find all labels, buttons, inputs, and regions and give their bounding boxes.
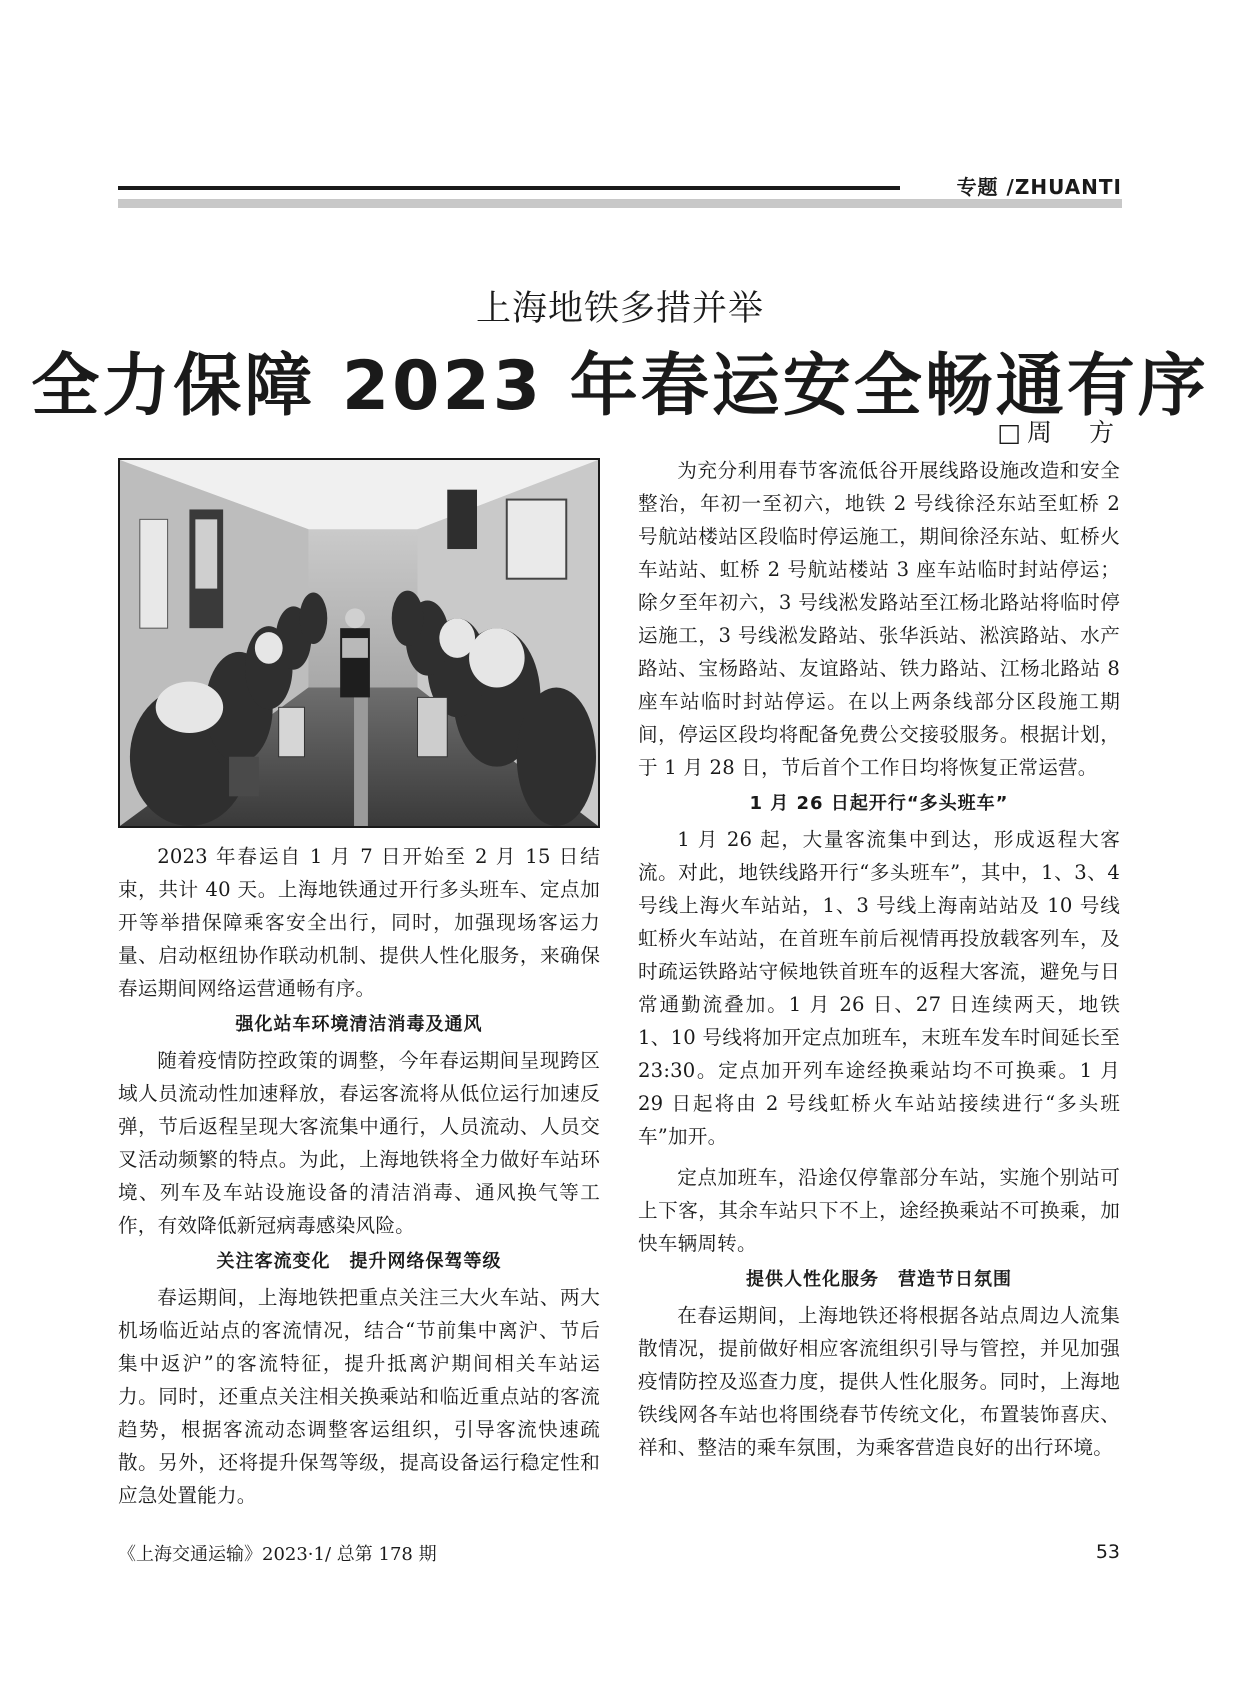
header-band xyxy=(118,199,1122,208)
header-rule xyxy=(118,186,900,190)
journal-footer: 《上海交通运输》2023·1/ 总第 178 期 xyxy=(118,1544,437,1565)
article-paragraph: 春运期间，上海地铁把重点关注三大火车站、两大机场临近站点的客流情况，结合“节前集中离沪、节后集中返沪”的客流特征，提升抵离沪期间相关车站运力。同时，还重点关注相关换乘站和临近重点站的客流趋势，根据客流动态调整客运组织，引导客流快速疏散。另外，还将提升保驾等级，提高设备运行稳定性和应急处置能力。 xyxy=(118,1286,600,1507)
article-paragraph: 定点加班车，沿途仅停靠部分车站，实施个别站可上下客，其余车站只下不上，途经换乘站不可换乘，加快车辆周转。 xyxy=(638,1166,1120,1255)
page-number: 53 xyxy=(1095,1541,1120,1563)
article-paragraph: 在春运期间，上海地铁还将根据各站点周边人流集散情况，提前做好相应客流组织引导与管控，并见加强疫情防控及巡查力度，提供人性化服务。同时，上海地铁线网各车站也将围绕春节传统文化，布置装饰喜庆、祥和、整洁的乘车氛围，为乘客营造良好的出行环境。 xyxy=(638,1304,1120,1459)
photo-station-crowd xyxy=(120,460,598,826)
section-tag: 专题 /ZHUANTI xyxy=(956,175,1122,199)
article-paragraph: 随着疫情防控政策的调整，今年春运期间呈现跨区域人员流动性加速释放，春运客流将从低位运行加速反弹，节后返程呈现大客流集中通行，人员流动、人员交叉活动频繁的特点。为此，上海地铁将全力做好车站环境、列车及车站设施设备的清洁消毒、通风换气等工作，有效降低新冠病毒感染风险。 xyxy=(118,1049,600,1237)
section-heading: 关注客流变化 提升网络保驾等级 xyxy=(216,1251,502,1272)
section-heading: 提供人性化服务 营造节日氛围 xyxy=(746,1269,1012,1290)
left-column xyxy=(118,840,600,1512)
article-paragraph: 2023 年春运自 1 月 7 日开始至 2 月 15 日结束，共计 40 天。上海地铁通过开行多头班车、定点加开等举措保障乘客安全出行，同时，加强现场客运力量、启动枢纽协作联动机制、提供人性化服务，来确保春运期间网络运营通畅有序。 xyxy=(118,845,600,1000)
section-heading: 1 月 26 日起开行“多头班车” xyxy=(749,793,1009,814)
right-column xyxy=(638,454,1120,1464)
article-title: 全力保障 2023 年春运安全畅通有序 xyxy=(31,347,1209,426)
section-heading: 强化站车环境清洁消毒及通风 xyxy=(235,1014,483,1035)
article-paragraph: 为充分利用春节客流低谷开展线路设施改造和安全整治，年初一至初六，地铁 2 号线徐泾东站至虹桥 2 号航站楼站区段临时停运施工，期间徐泾东站、虹桥火车站站、虹桥 2 号航站楼站 3 座车站临时封站停运；除夕至年初六，3 号线淞发路站至江杨北路站将临时停运施工，3 号线淞发路站、张华浜站、淞滨路站、水产路站、宝杨路站、友谊路站、铁力路站、江杨北路站 8 座车站临时封站停运。在以上两条线部分区段施工期间，停运区段均将配备免费公交接驳服务。根据计划，于 1 月 28 日，节后首个工作日均将恢复正常运营。 xyxy=(638,459,1120,779)
article-kicker: 上海地铁多措并举 xyxy=(475,289,764,329)
article-photo xyxy=(118,458,600,828)
article-byline: □周 方 xyxy=(997,418,1120,447)
article-paragraph: 1 月 26 起，大量客流集中到达，形成返程大客流。对此，地铁线路开行“多头班车”，其中，1、3、4 号线上海火车站站，1、3 号线上海南站站及 10 号线虹桥火车站站，在首班车前后视情再投放载客列车，及时疏运铁路站守候地铁首班车的返程大客流，避免与日常通勤流叠加。1 月 26 日、27 日连续两天，地铁 1、10 号线将加开定点加班车，末班车发车时间延长至 23:30。定点加开列车途经换乘站均不可换乘。1 月 29 日起将由 2 号线虹桥火车站站接续进行“多头班车”加开。 xyxy=(638,828,1120,1148)
